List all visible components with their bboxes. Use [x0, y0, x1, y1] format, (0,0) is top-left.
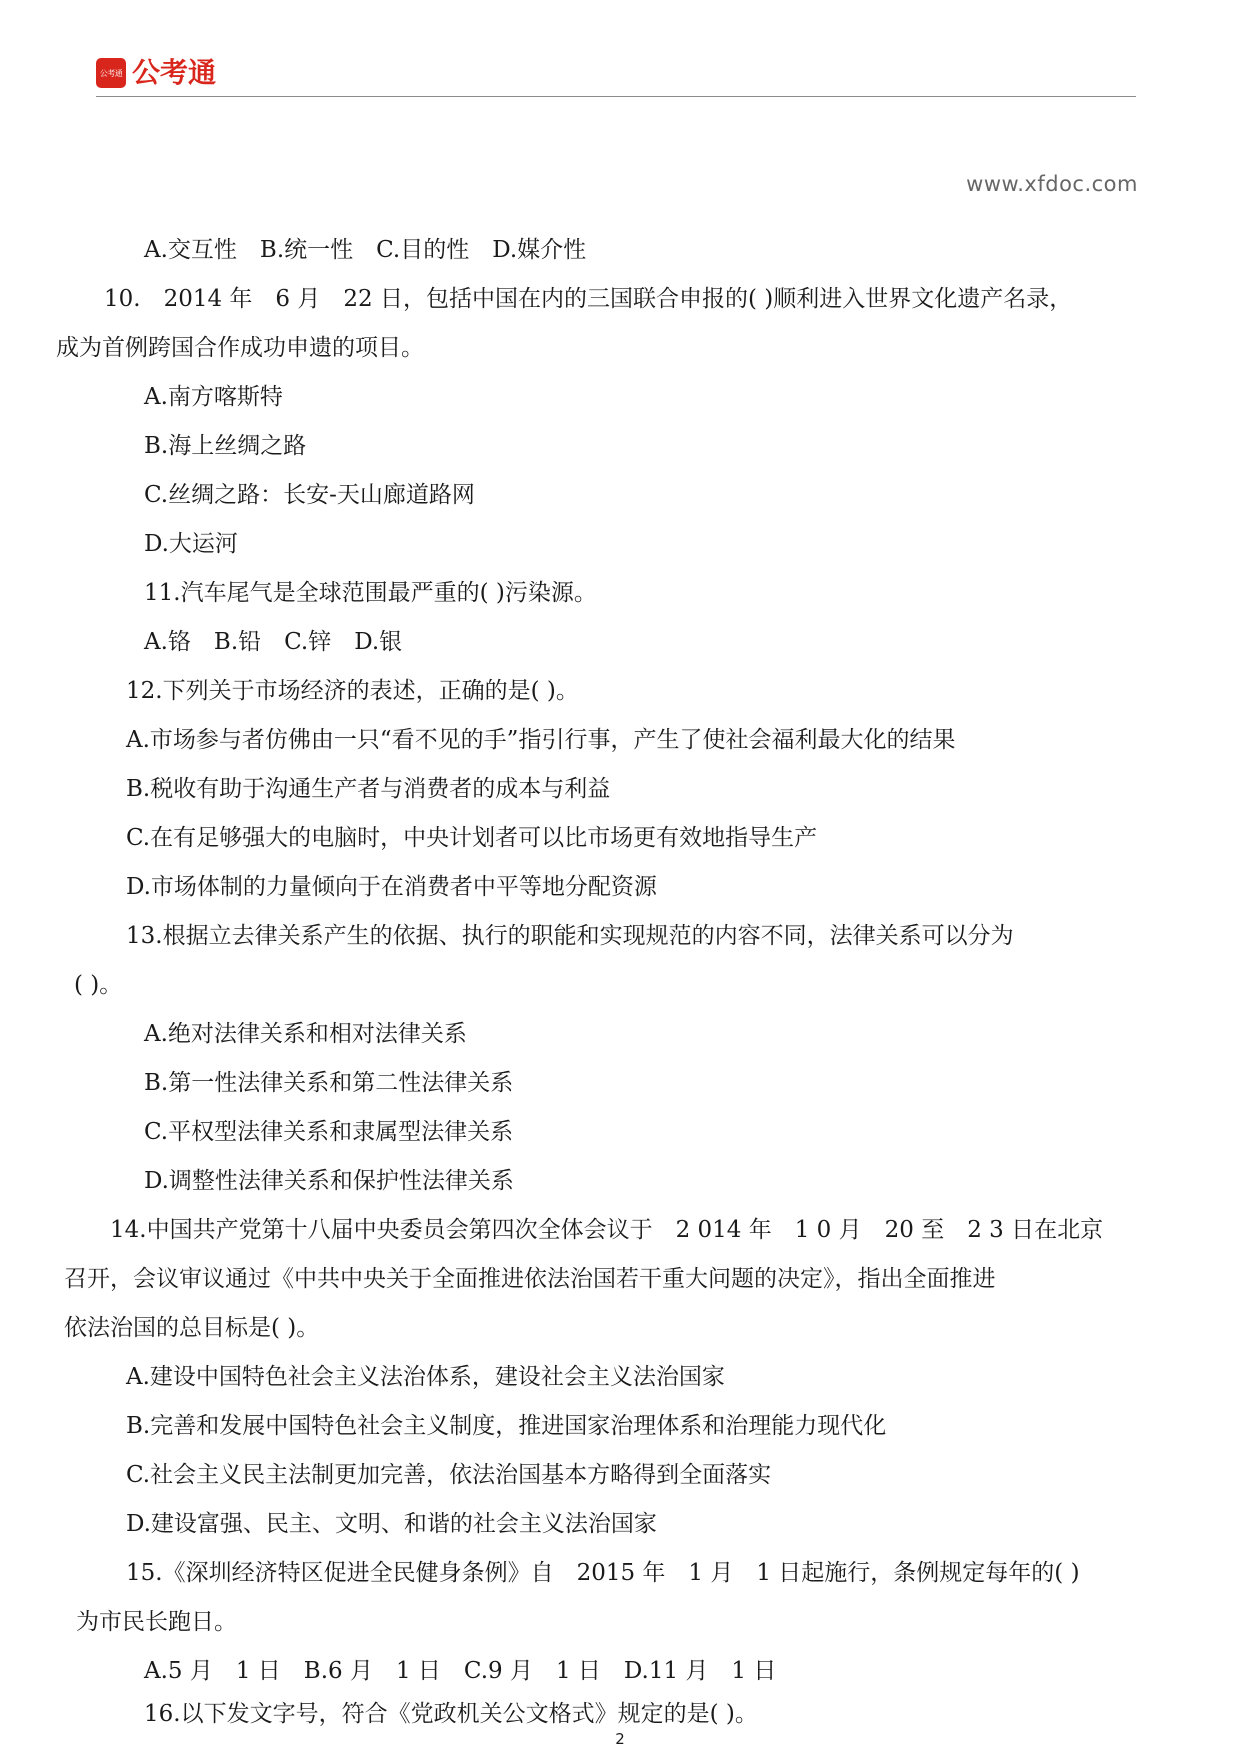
q14-stem-cont: 召开，会议审议通过《中共中央关于全面推进依法治国若干重大问题的决定》，指出全面推进 — [64, 1266, 996, 1292]
q13-option-a: A.绝对法律关系和相对法律关系 — [144, 1021, 467, 1047]
page-number: 2 — [615, 1730, 625, 1748]
q13-option-b: B.第一性法律关系和第二性法律关系 — [144, 1070, 514, 1096]
q13-stem-cont: ( )。 — [74, 972, 123, 998]
q14-option-a: A.建设中国特色社会主义法治体系，建设社会主义法治国家 — [126, 1364, 725, 1390]
q14-option-d: D.建设富强、民主、文明、和谐的社会主义法治国家 — [126, 1511, 657, 1537]
q13-option-d: D.调整性法律关系和保护性法律关系 — [144, 1168, 514, 1194]
q10-option-a: A.南方喀斯特 — [144, 384, 283, 410]
q10-stem-cont: 成为首例跨国合作成功申遗的项目。 — [56, 335, 424, 361]
q12-option-b: B.税收有助于沟通生产者与消费者的成本与利益 — [126, 776, 611, 802]
q13-option-c: C.平权型法律关系和隶属型法律关系 — [144, 1119, 514, 1145]
q14-stem-end: 依法治国的总目标是( )。 — [64, 1315, 320, 1341]
q10-option-c: C.丝绸之路：长安-天山廊道路网 — [144, 482, 475, 508]
logo — [96, 58, 216, 88]
q14-option-c: C.社会主义民主法制更加完善，依法治国基本方略得到全面落实 — [126, 1462, 772, 1488]
q15-stem-cont: 为市民长跑日。 — [76, 1609, 237, 1635]
q15-stem: 15.《深圳经济特区促进全民健身条例》自 2015 年 1 月 1 日起施行，条例规定每年的( ) — [126, 1560, 1080, 1586]
q12-option-c: C.在有足够强大的电脑时，中央计划者可以比市场更有效地指导生产 — [126, 825, 818, 851]
logo-badge: 公考通 — [96, 58, 126, 88]
q14-stem: 14.中国共产党第十八届中央委员会第四次全体会议于 2 014 年 1 0 月 20 至 2 3 日在北京 — [110, 1217, 1104, 1243]
q10-option-d: D.大运河 — [144, 531, 238, 557]
q12-option-a: A.市场参与者仿佛由一只“看不见的手”指引行事，产生了使社会福利最大化的结果 — [126, 727, 956, 753]
q11-stem: 11.汽车尾气是全球范围最严重的( )污染源。 — [144, 580, 597, 606]
q12-option-d: D.市场体制的力量倾向于在消费者中平等地分配资源 — [126, 874, 657, 900]
site-url: www.xfdoc.com — [966, 172, 1138, 196]
q10-option-b: B.海上丝绸之路 — [144, 433, 307, 459]
q14-option-b: B.完善和发展中国特色社会主义制度，推进国家治理体系和治理能力现代化 — [126, 1413, 887, 1439]
q9-options: A.交互性 B.统一性 C.目的性 D.媒介性 — [144, 237, 587, 263]
q12-stem: 12.下列关于市场经济的表述，正确的是( )。 — [126, 678, 579, 704]
q13-stem: 13.根据立去律关系产生的依据、执行的职能和实现规范的内容不同，法律关系可以分为 — [126, 923, 1014, 949]
header-divider — [96, 96, 1136, 97]
logo-text: 公考通 — [132, 56, 217, 89]
q11-options: A.铬 B.铅 C.锌 D.银 — [144, 629, 403, 655]
q10-stem: 10. 2014 年 6 月 22 日，包括中国在内的三国联合申报的( )顺利进入世界文化遗产名录， — [104, 286, 1073, 312]
q15-options: A.5 月 1 日 B.6 月 1 日 C.9 月 1 日 D.11 月 1 日 — [144, 1658, 777, 1684]
q16-stem: 16.以下发文字号，符合《党政机关公文格式》规定的是( )。 — [144, 1701, 758, 1727]
